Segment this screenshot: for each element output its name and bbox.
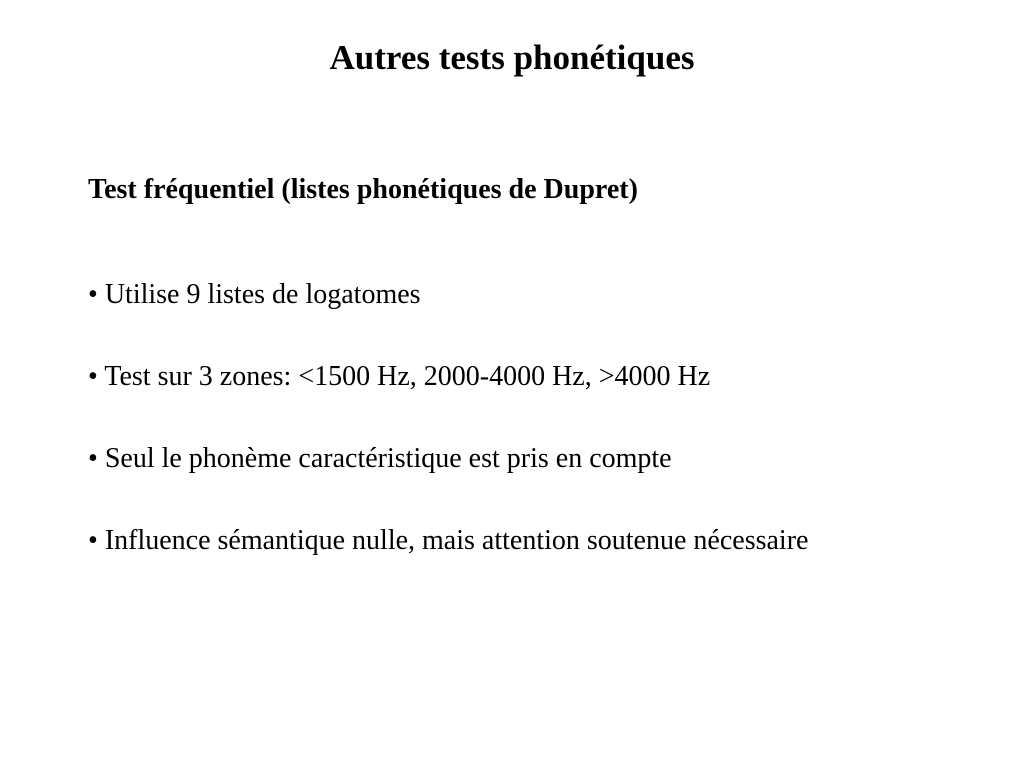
bullet-item-1 xyxy=(88,274,888,315)
section-heading: Test fréquentiel (listes phonétiques de Dupret) xyxy=(88,174,638,205)
bullet-text: Test sur 3 zones: <1500 Hz, 2000-4000 Hz, >4000 Hz xyxy=(104,361,711,392)
bullet-text: Utilise 9 listes de logatomes xyxy=(104,279,421,310)
bullet-text: Influence sémantique nulle, mais attention soutenue nécessaire xyxy=(104,525,809,556)
bullet-marker: • xyxy=(88,525,98,556)
bullet-text: Seul le phonème caractéristique est pris en compte xyxy=(104,443,672,474)
bullet-marker: • xyxy=(88,279,98,310)
bullet-item-4 xyxy=(88,520,888,561)
bullet-item-2 xyxy=(88,356,888,397)
bullet-marker: • xyxy=(88,443,98,474)
bullet-list xyxy=(88,274,888,561)
slide-title: Autres tests phonétiques xyxy=(329,38,695,77)
bullet-item-3 xyxy=(88,438,888,479)
bullet-marker: • xyxy=(88,361,98,392)
